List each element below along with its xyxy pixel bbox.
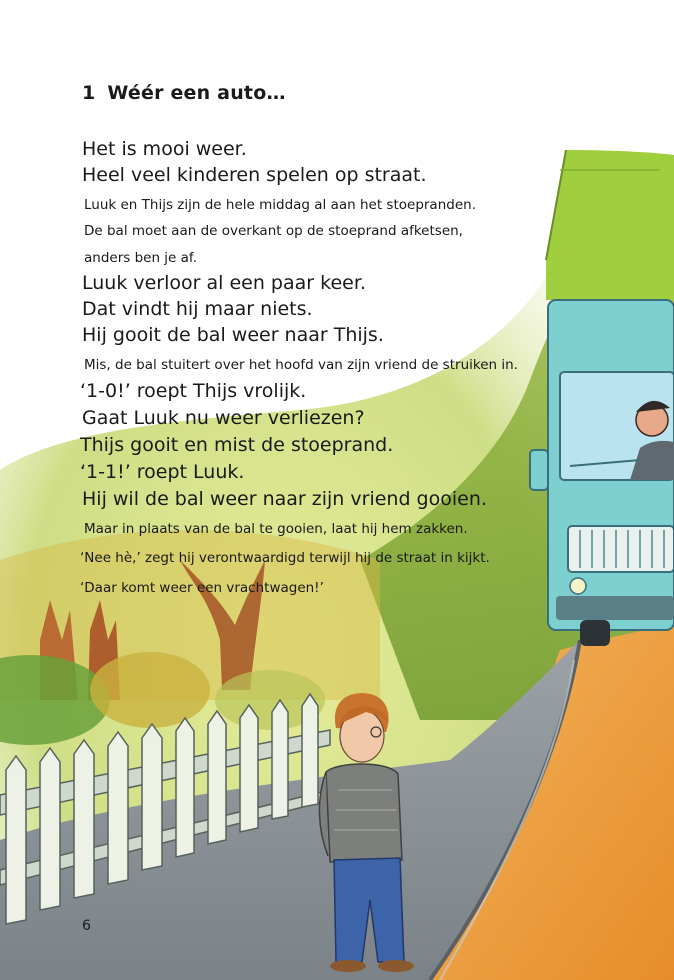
chapter-number: 1 — [82, 82, 96, 104]
story-line: ‘1-0!’ roept Thijs vrolijk. — [80, 380, 307, 402]
story-line: Gaat Luuk nu weer verliezen? — [82, 407, 365, 429]
story-line: ‘Nee hè,’ zegt hij verontwaardigd terwijl hij de straat in kijkt. — [80, 550, 490, 566]
story-line: Luuk en Thijs zijn de hele middag al aan het stoepranden. — [84, 197, 476, 213]
story-line: Mis, de bal stuitert over het hoofd van zijn vriend de struiken in. — [84, 357, 518, 373]
page-number: 6 — [82, 918, 91, 934]
story-line: Hij gooit de bal weer naar Thijs. — [82, 324, 384, 346]
story-line: Het is mooi weer. — [82, 138, 247, 160]
story-line: Thijs gooit en mist de stoeprand. — [80, 434, 394, 456]
story-line: Hij wil de bal weer naar zijn vriend gooien. — [82, 488, 487, 510]
chapter-title: Wéér een auto… — [107, 82, 286, 104]
story-line: Heel veel kinderen spelen op straat. — [82, 164, 427, 186]
story-line: De bal moet aan de overkant op de stoeprand afketsen, — [84, 223, 463, 239]
story-line: anders ben je af. — [84, 250, 197, 266]
story-line: Dat vindt hij maar niets. — [82, 298, 313, 320]
story-line: ‘1-1!’ roept Luuk. — [80, 461, 245, 483]
story-line: Maar in plaats van de bal te gooien, laat hij hem zakken. — [84, 521, 468, 537]
story-line: Luuk verloor al een paar keer. — [82, 272, 366, 294]
story-line: ‘Daar komt weer een vrachtwagen!’ — [80, 580, 324, 596]
